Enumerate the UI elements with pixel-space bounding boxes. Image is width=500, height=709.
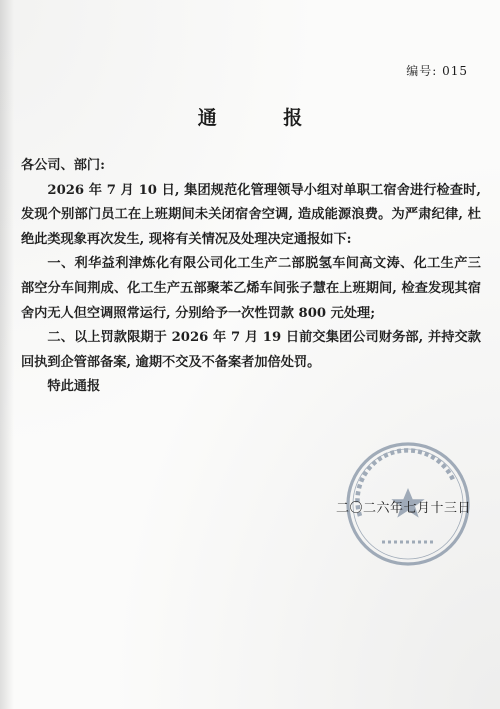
paragraph-item-two: 二、以上罚款限期于 2026 年 7 月 19 日前交集团公司财务部, 并持交款回执到企管部备案, 逾期不交及不备案者加倍处罚。 <box>21 330 481 370</box>
document-number: 编号: 015 <box>406 64 468 78</box>
document-body <box>21 154 481 400</box>
paragraph-item-one: 一、利华益利津炼化有限公司化工生产二部脱氢车间高文涛、化工生产三部空分车间荆成、化工生产五部聚苯乙烯车间张子慧在上班期间, 检查发现其宿舍内无人但空调照常运行, 分别给予一次性罚款 800 元处理; <box>21 256 481 321</box>
document-date: 二〇二六年七月十三日 <box>335 501 471 516</box>
paragraph-intro: 2026 年 7 月 10 日, 集团规范化管理领导小组对单职工宿舍进行检查时, 发现个别部门员工在上班期间未关闭宿舍空调, 造成能源浪费。为严肃纪律, 杜绝此类现象再次发生, 现将有关情况及处理决定通报如下: <box>21 182 481 247</box>
closing-line: 特此通报 <box>47 379 101 395</box>
document-title: 通 报 <box>197 107 333 129</box>
salutation: 各公司、部门: <box>21 158 105 173</box>
